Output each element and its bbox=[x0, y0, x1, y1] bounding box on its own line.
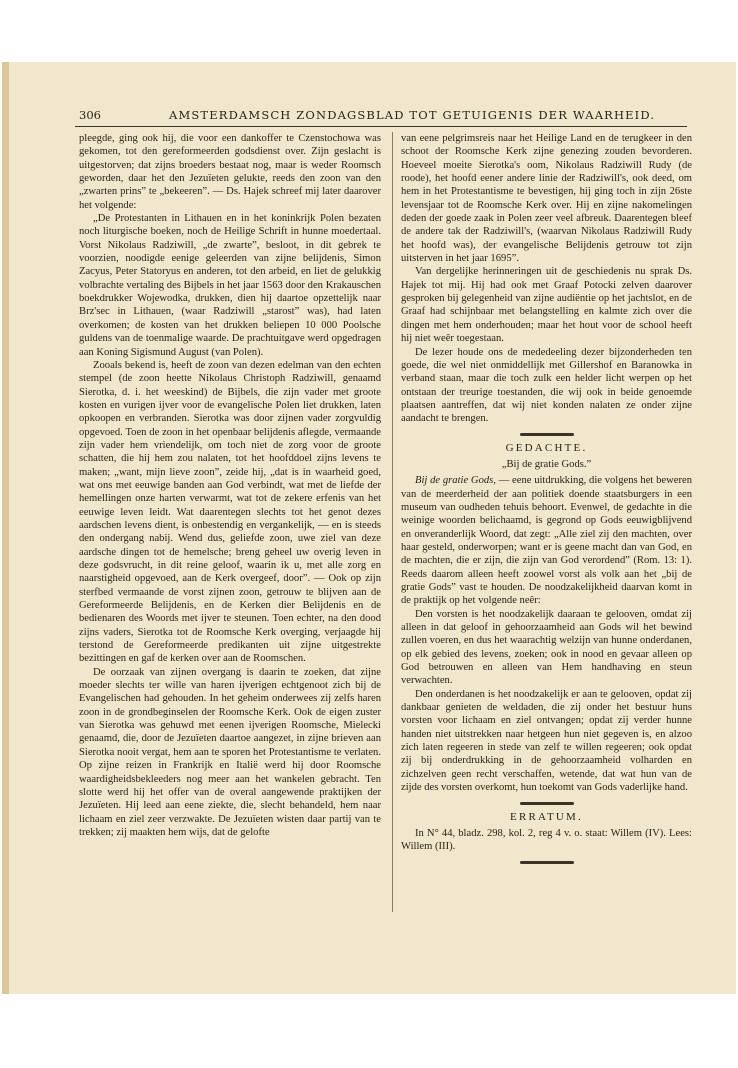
newspaper-page bbox=[2, 62, 736, 994]
right-column bbox=[401, 132, 692, 942]
page-number: 306 bbox=[79, 108, 101, 122]
erratum-title: ERRATUM. bbox=[510, 810, 583, 823]
left-paragraph-3: Zooals bekend is, heeft de zoon van dezen edelman van den echten stempel (de zoon heette Nikolaus Christoph Radziwill, genaamd Sierotka, d. i. het weeskind) de Bijbels, die zijn vader met groote kosten en vurigen ijver voor de evangelische Polen liet drukken, laten opkoopen en verbranden. Sierotka was door zijnen vader zorgvuldig opgevoed. Toen de zoon in het openbaar belijdenis aflegde, vermaande zijn vader hem vriendelijk, om toch niet de zorg voor de groote schatten, die hij hem zou nalaten, tot het hoofddoel zijns levens te maken; „want, mijn lieve zoon”, zeide hij, „dat is in waarheid goed, wat ons met eeuwige banden aan God verbindt, wat met de liefde der hemellingen onze harten verwarmt, wat tot de zekere erfenis van het eeuwige leven leidt. Wat daarentegen slechts tot het genot dezes aardschen levens dient, is onbestendig en vergankelijk, — en is steeds den ondergang nabij. Wend dus, geliefde zoon, uwe ziel van deze aardsche dingen tot de hemelsche; breng geheel uw overig leven in deze godsvrucht, in dit reine geloof, waarin ik u, met alle zorg en naarstigheid opgevoed, aan de Kerk overgeef, door”. — Ook op zijn sterfbed vermaande de vorst zijnen zoon, getrouw te blijven aan de Gereformeerde Belijdenis, en de Kerken dier Belijdenis en de bedienaren des Woords met ijver te steunen. Toen echter, na den dood zijns vaders, Sierotka tot de Roomsche Kerk overging, verjaagde hij terstond de Gereformeerde predikanten uit zijne uitgestrekte bezittingen en gaf de kerken over aan de Roomschen. bbox=[79, 359, 381, 665]
quote-title: „Bij de gratie Gods.” bbox=[501, 458, 592, 470]
gedachte-paragraph-1 bbox=[401, 474, 692, 607]
gedachte-paragraph-3: Den onderdanen is het noodzakelijk er aan te gelooven, opdat zij dankbaar genieten de weldaden, die zij onder het bestuur huns vorsten voor lichaam en ziel ontvangen; opdat zij verder hunne handen niet uitstrekken naar hetgeen hun niet gegeven is, en alzoo zich laten regeeren in stede van zelf te willen regeeren; ook opdat zij bij onderdrukking in de gehoorzaamheid volharden en zichzelven geen recht verschaffen, wetende, dat wat hun van de zijde des vorsten overkomt, hun toekomt van Gods vaderlijke hand. bbox=[401, 688, 692, 794]
end-ornament bbox=[520, 861, 574, 864]
left-paragraph-4: De oorzaak van zijnen overgang is daarin te zoeken, dat zijne moeder slechts ter wille van haren ijverigen echtgenoot zich bij de Evangelischen had gehouden. In het geheim onderwees zij zelfs haren zoon in de grondbeginselen der Roomsche Kerk. Ook de eigen zuster van Sierotka was gehuwd met eenen ijverigen Roomsche, Mielecki genaamd, die, door de Jezuïeten daartoe aangezet, in zijne brieven aan Sierotka nooit vergat, hem aan te sporen het Protestantisme te verlaten. Op zijne reizen in Frankrijk en Italië werd hij door Roomsche waardigheidsbekleeders nog meer aan het wankelen gebracht. Ten slotte werd hij het offer van de overal aangewende praktijken der Jezuïeten. Hij leed aan eene ziekte, die, slecht behandeld, hem naar lichaam en ziel zeer verzwakte. De Jezuïeten wisten daar partij van te trekken; zij maakten hem wijs, dat de gelofte bbox=[79, 666, 381, 838]
erratum-text: In N° 44, bladz. 298, kol. 2, reg 4 v. o. staat: Willem (IV). Lees: Willem (III). bbox=[401, 827, 692, 853]
left-column bbox=[79, 132, 381, 942]
page-header bbox=[79, 108, 687, 126]
gedachte-italic-phrase: Bij de gratie Gods, bbox=[415, 475, 496, 487]
section-ornament bbox=[520, 433, 574, 436]
column-divider bbox=[392, 132, 393, 912]
running-title: AMSTERDAMSCH ZONDAGSBLAD TOT GETUIGENIS DER WAARHEID. bbox=[169, 108, 656, 122]
erratum-ornament bbox=[520, 802, 574, 805]
right-paragraph-2: Van dergelijke herinneringen uit de geschiedenis nu sprak Ds. Hajek tot mij. Hij had ook met Graaf Potocki zelven daarover gesproken bij gelegenheid van zijne audiëntie op het jachtslot, en de Graaf had schijnbaar met belangstelling en kalmte zich over die dingen met hem onderhouden; maar het hout voor de school heeft hij niet weêr toegestaan. bbox=[401, 266, 692, 345]
right-paragraph-3: De lezer houde ons de mededeeling dezer bijzonderheden ten goede, die wel niet onmiddellijk met Gillershof en Baranowka in verband staan, maar die toch zulk een helder licht werpen op het ontstaan der treurige toestanden, die wij ook in beide genoemde plaatsen aantreffen, dat wij niet konden nalaten ze onder zijne aandacht te brengen. bbox=[401, 346, 692, 425]
header-rule bbox=[75, 126, 687, 127]
gedachte-paragraph-2: Den vorsten is het noodzakelijk daaraan te gelooven, omdat zij alleen in dat geloof in gehoorzaamheid aan Gods wil het bewind zullen voeren, en dus het waarachtig welzijn van hunne onderdanen, op elk gebied des levens, zoeken; ook in nood en gevaar alleen op God betrouwen en alleen van Hem handhaving en steun verwachten. bbox=[401, 608, 692, 687]
left-paragraph-2: „De Protestanten in Lithauen en in het koninkrijk Polen bezaten noch liturgische boeken, noch de Heilige Schrift in hunne moedertaal. Vorst Nikolaus Radziwill, „de zwarte”, besloot, in dit gebrek te voorzien, noodigde eenige geleerden van zijne belijdenis, Simon Zacyus, Peter Statoryus en anderen, tot den arbeid, en liet de gelukkig volbrachte vertaling des Bijbels in het jaar 1563 door den Krakauschen boekdrukker Wojewodka, drukken, dien hij daartoe opzettelijk naar Brz'sec in Lithauen, (waar Radziwill „starost” was), had laten overkomen; de kosten van het drukken beliepen 10 000 Poolsche guldens van de toenmalige waarde. De prachtuitgave werd opgedragen aan Koning Sigismund August (van Polen). bbox=[79, 213, 381, 358]
left-paragraph-1: pleegde, ging ook hij, die voor een dankoffer te Czenstochowa was gekomen, tot den gereformeerden godsdienst over. Zijn geslacht is uitgestorven; dat zijns broeders bestaat nog, maar is weder Roomsch geworden, daar het den Jezuïeten gelukte, reeds den zoon van den „zwarten prins” te „bekeeren”. — Ds. Hajek schreef mij later daarover het volgende: bbox=[79, 133, 381, 211]
right-paragraph-1: van eene pelgrimsreis naar het Heilige Land en de terugkeer in den schoot der Roomsche Kerk zijne genezing zouden bevorderen. Hoeveel moeite Sierotka's oom, Nikolaus Radziwill Rudy (de roode), het hoofd eener andere linie der Radziwill's, ook deed, om hem in het Protestantisme te bevestigen, hij ging toch in zijn 26ste levensjaar tot de Roomsche Kerk over. Hij en zijne nakomelingen deden der goede zaak in Polen zeer veel afbreuk. Daarentegen bleef de andere tak der Radziwill's, (waarvan Nikolaus Radziwill Rudy het hoofd was), der evangelische Belijdenis getrouw tot zijn uitsterven in het jaar 1695”. bbox=[401, 133, 692, 265]
gedachte-paragraph-1-text: — eene uitdrukking, die volgens het beweren van de meerderheid der aan politiek doende staatsburgers in een museum van oudheden tehuis behoort. Evenwel, de gedachte in die weinige woorden belichaamd, is gegrond op Gods eeuwigblijvend en onveranderlijk Woord, dat zegt: „Alle ziel zij den machten, over haar gesteld, onderworpen; want er is geene macht dan van God, en de machten, die er zijn, die zijn van God verordend” (Rom. 13: 1). Reeds daarom alleen heeft zoowel vorst als volk aan het „bij de gratie Gods” vast te houden. De noodzakelijkheid daarvan komt in de praktijk op het volgende neêr: bbox=[401, 475, 692, 607]
section-title-gedachte: GEDACHTE. bbox=[505, 441, 588, 454]
